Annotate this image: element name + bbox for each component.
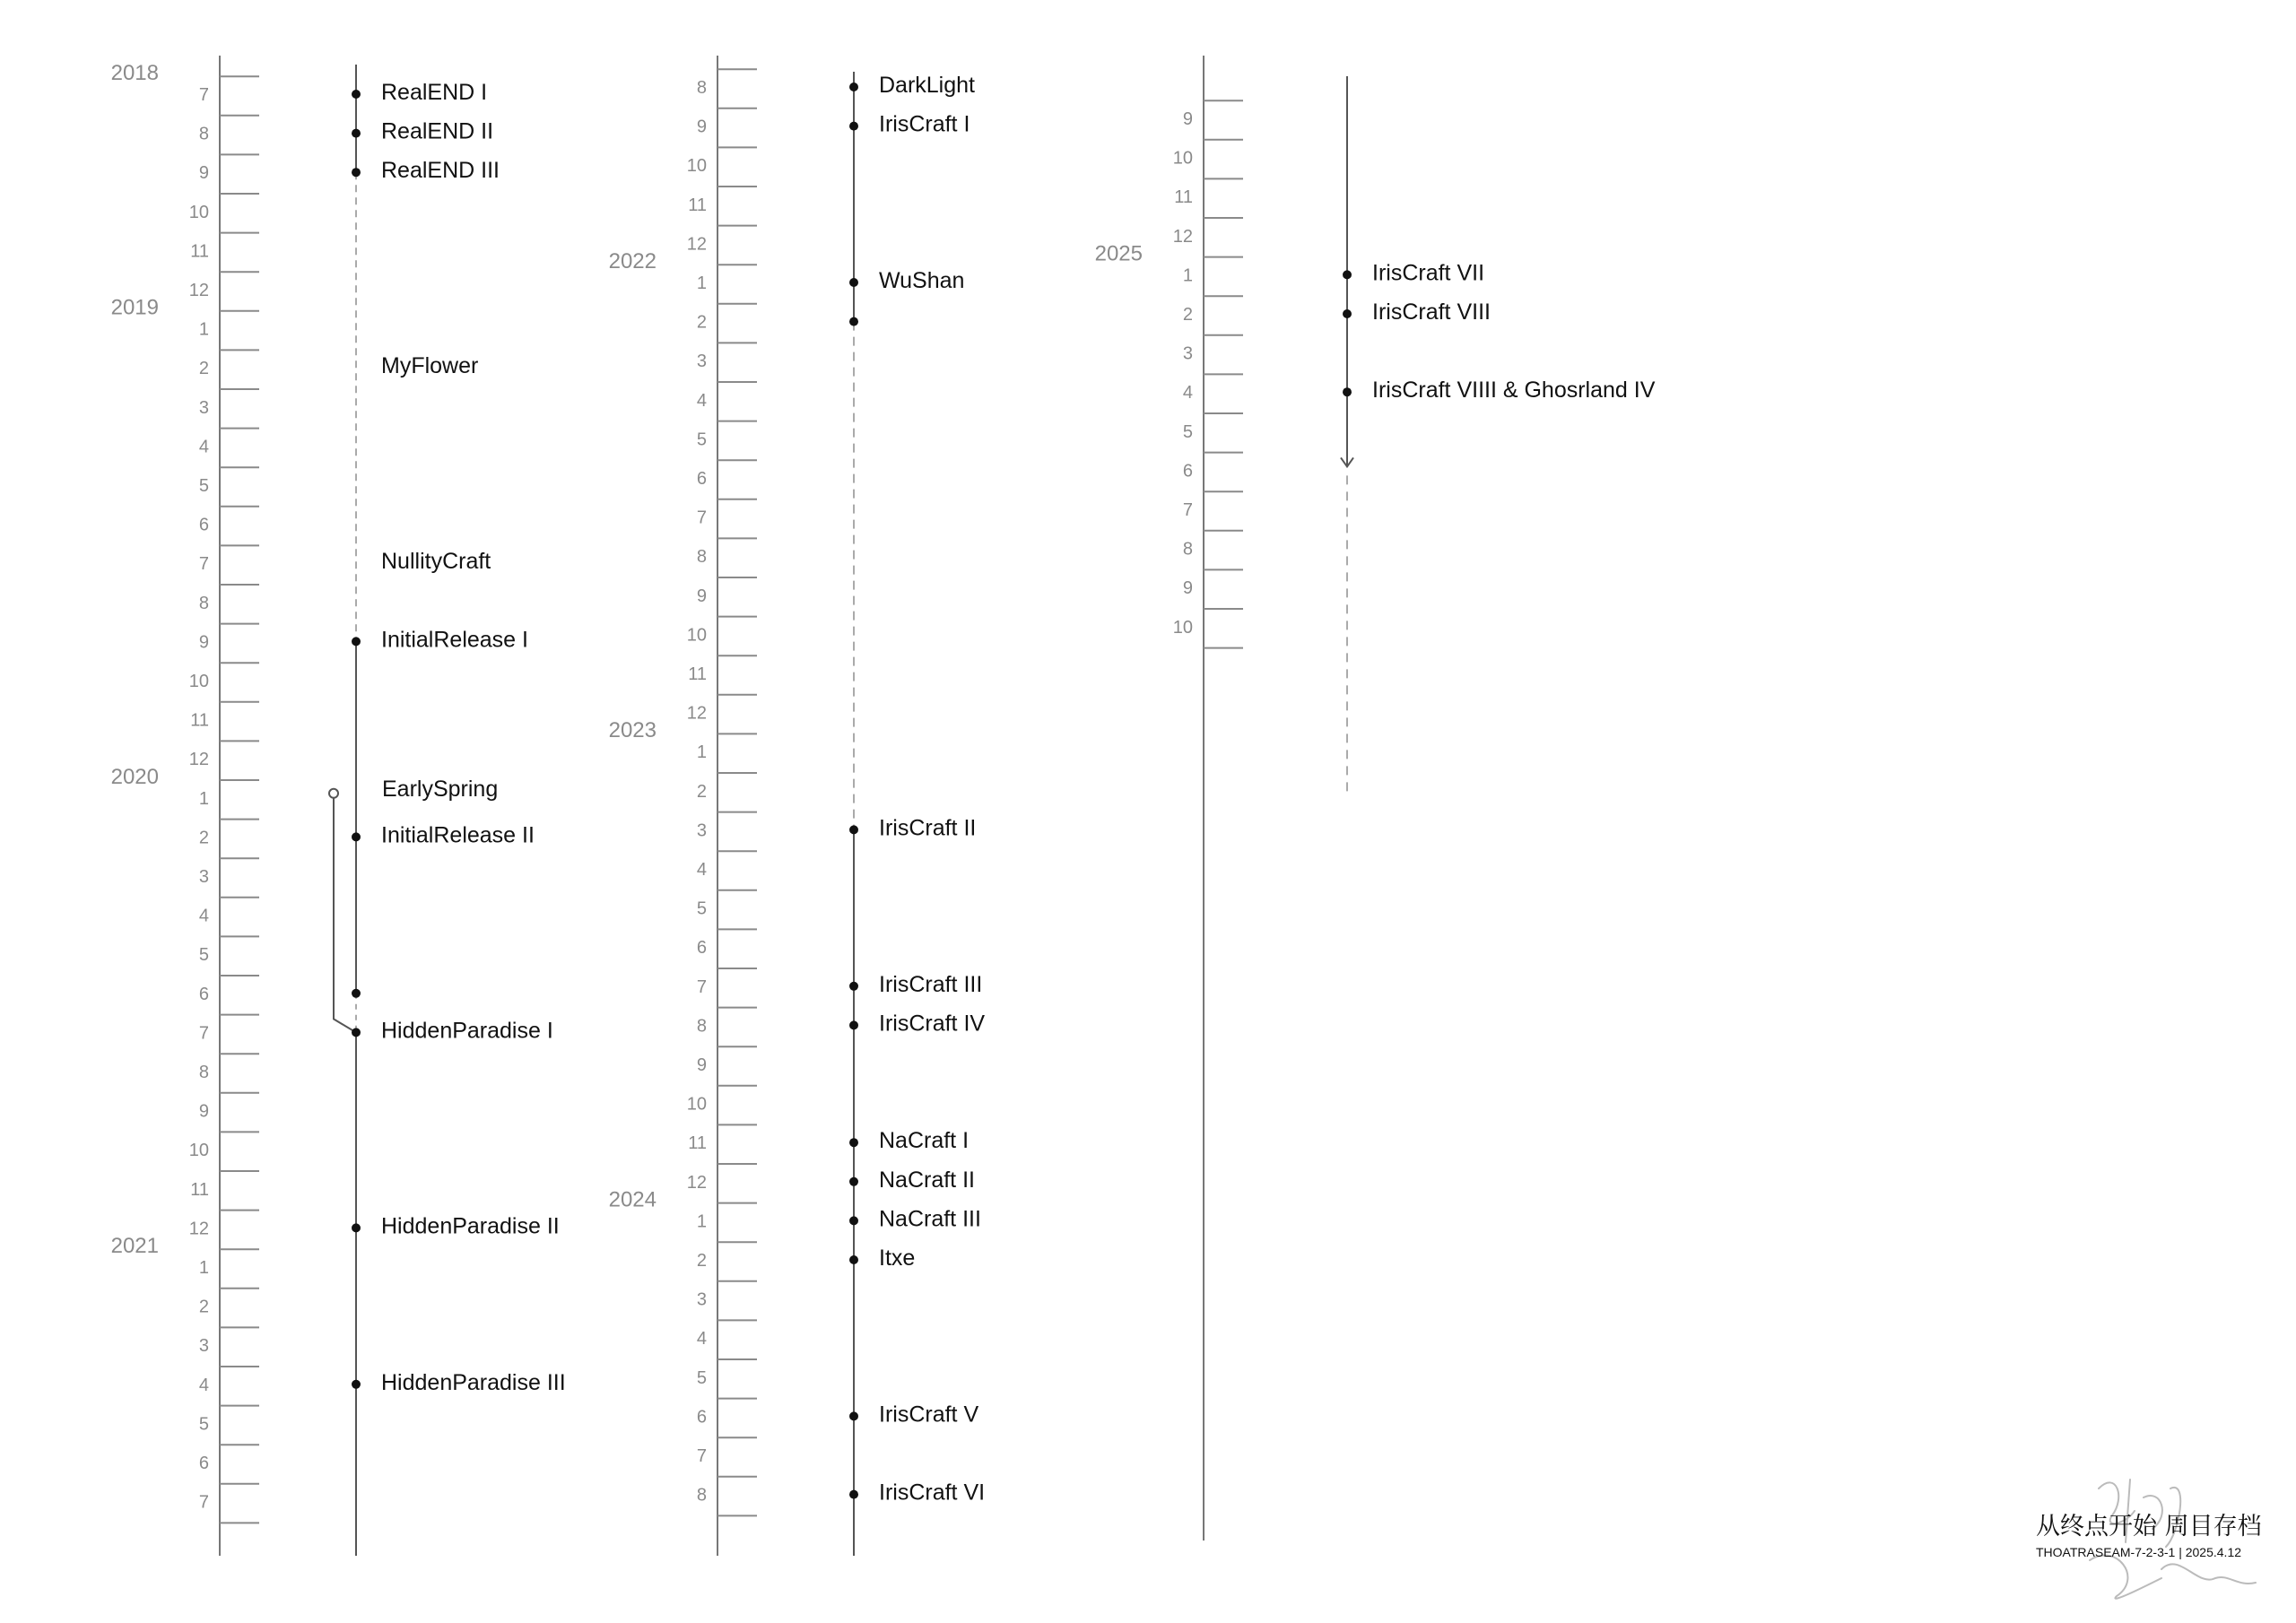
month-label: 6	[696, 938, 707, 959]
event-label: DarkLight	[879, 73, 975, 98]
month-label: 7	[198, 85, 209, 105]
event-label: WuShan	[879, 268, 965, 293]
month-label: 7	[1182, 500, 1193, 520]
month-label: 10	[686, 1094, 707, 1115]
branch-open-dot	[329, 789, 338, 798]
year-label: 2025	[1094, 241, 1143, 266]
month-label: 5	[1182, 421, 1193, 442]
month-label: 11	[688, 1133, 707, 1154]
year-label: 2019	[110, 295, 159, 320]
month-label: 4	[198, 437, 209, 457]
event-label: IrisCraft VIII	[1372, 299, 1491, 325]
month-label: 2	[198, 1297, 209, 1317]
month-label: 9	[696, 1055, 707, 1075]
event-label: IrisCraft V	[879, 1402, 979, 1428]
event-dot	[849, 1216, 858, 1225]
month-label: 7	[198, 1492, 209, 1513]
month-label: 9	[696, 586, 707, 606]
event-dot	[849, 1411, 858, 1420]
year-label: 2024	[608, 1187, 657, 1212]
month-label: 1	[198, 788, 209, 809]
month-label: 10	[188, 1141, 209, 1161]
month-label: 11	[688, 195, 707, 215]
month-label: 1	[696, 742, 707, 763]
month-label: 10	[1172, 617, 1193, 638]
month-label: 1	[696, 1211, 707, 1232]
year-label: 2020	[110, 764, 159, 789]
month-label: 6	[198, 1454, 209, 1473]
year-label: 2018	[110, 61, 159, 85]
event-dot	[352, 168, 361, 177]
event-dot	[1343, 309, 1352, 318]
month-label: 3	[198, 867, 209, 887]
month-label: 7	[198, 554, 209, 575]
event-dot	[849, 1255, 858, 1264]
event-dot	[849, 825, 858, 834]
month-label: 6	[198, 515, 209, 535]
footer	[2036, 1506, 2269, 1559]
footer-title: 从终点开始 周目存档	[2036, 1513, 2262, 1541]
year-label: 2021	[110, 1234, 159, 1258]
event-label: NaCraft II	[879, 1167, 975, 1193]
month-label: 4	[198, 906, 209, 926]
event-dot	[849, 982, 858, 991]
event-label: IrisCraft VIIII & Ghosrland IV	[1372, 378, 1656, 404]
month-label: 4	[696, 390, 707, 411]
event-dot	[352, 832, 361, 841]
event-dot	[352, 129, 361, 138]
month-label: 2	[198, 828, 209, 848]
month-label: 2	[696, 781, 707, 802]
month-label: 7	[696, 508, 707, 528]
month-label: 11	[1174, 187, 1193, 208]
event-dot	[849, 278, 858, 287]
month-label: 9	[198, 1101, 209, 1122]
month-label: 1	[198, 1258, 209, 1278]
event-dot	[849, 1020, 858, 1029]
month-label: 7	[198, 1023, 209, 1044]
event-dot	[849, 1177, 858, 1186]
event-label: IrisCraft VI	[879, 1480, 986, 1506]
year-label: 2022	[608, 249, 657, 273]
month-label: 8	[696, 1016, 707, 1037]
event-label: InitialRelease I	[381, 627, 528, 653]
month-label: 12	[188, 750, 209, 770]
event-label: Itxe	[879, 1245, 916, 1271]
event-dot	[849, 122, 858, 131]
event-dot	[352, 90, 361, 99]
event-label: RealEND II	[381, 118, 494, 144]
month-label: 12	[188, 281, 209, 300]
month-label: 5	[696, 1367, 707, 1388]
month-label: 12	[188, 1219, 209, 1239]
month-label: 5	[198, 476, 209, 496]
month-label: 10	[188, 672, 209, 691]
month-label: 3	[1182, 343, 1193, 364]
event-dot	[1343, 270, 1352, 279]
month-label: 7	[696, 976, 707, 997]
event-dot	[849, 82, 858, 91]
month-label: 3	[696, 352, 707, 372]
event-label: IrisCraft III	[879, 971, 983, 997]
month-label: 4	[1182, 383, 1193, 404]
month-label: 7	[696, 1446, 707, 1466]
month-label: 6	[198, 984, 209, 1004]
month-label: 3	[696, 1289, 707, 1310]
month-label: 4	[198, 1375, 209, 1395]
event-dot	[849, 317, 858, 326]
event-dot	[352, 989, 361, 998]
event-label: HiddenParadise II	[381, 1213, 560, 1239]
month-label: 6	[1182, 461, 1193, 482]
month-label: 10	[188, 202, 209, 222]
month-label: 12	[686, 234, 707, 255]
month-label: 5	[198, 1414, 209, 1435]
month-label: 8	[696, 78, 707, 98]
year-label: 2023	[608, 718, 657, 743]
month-label: 4	[696, 1329, 707, 1350]
month-label: 1	[1182, 265, 1193, 286]
month-label: 4	[696, 860, 707, 880]
month-label: 3	[696, 820, 707, 841]
event-label: MyFlower	[381, 353, 479, 379]
branch-line	[334, 794, 356, 1033]
event-dot	[1343, 387, 1352, 396]
month-label: 9	[198, 163, 209, 184]
month-label: 12	[686, 1172, 707, 1193]
event-label: InitialRelease II	[381, 822, 535, 848]
month-label: 10	[686, 156, 707, 177]
event-label: IrisCraft VII	[1372, 260, 1485, 286]
month-label: 8	[198, 124, 209, 144]
month-label: 9	[198, 632, 209, 653]
event-label: IrisCraft IV	[879, 1011, 986, 1037]
month-label: 3	[198, 397, 209, 418]
month-label: 8	[198, 593, 209, 613]
month-label: 2	[198, 359, 209, 379]
event-dot	[849, 1138, 858, 1147]
month-label: 8	[198, 1063, 209, 1082]
event-label: HiddenParadise III	[381, 1369, 566, 1395]
timeline-column-1	[111, 56, 566, 1556]
month-label: 6	[696, 1407, 707, 1428]
month-label: 8	[696, 547, 707, 568]
month-label: 5	[198, 945, 209, 966]
event-label: NaCraft III	[879, 1206, 981, 1232]
month-label: 12	[686, 703, 707, 724]
month-label: 11	[190, 1179, 209, 1200]
month-label: 8	[696, 1485, 707, 1506]
month-label: 11	[190, 241, 209, 262]
month-label: 12	[1172, 226, 1193, 247]
month-label: 2	[1182, 305, 1193, 325]
month-label: 5	[696, 898, 707, 919]
month-label: 3	[198, 1336, 209, 1357]
timeline-column-2	[609, 56, 986, 1556]
event-dot	[352, 1223, 361, 1232]
month-label: 8	[1182, 539, 1193, 560]
timeline-column-3	[1095, 56, 1656, 1541]
month-label: 10	[686, 625, 707, 646]
event-dot	[352, 1028, 361, 1037]
month-label: 9	[1182, 109, 1193, 129]
footer-subtitle: THOATRASEAM-7-2-3-1 | 2025.4.12	[2036, 1545, 2242, 1559]
event-dot	[352, 637, 361, 646]
event-label: RealEND I	[381, 80, 488, 105]
month-label: 9	[1182, 578, 1193, 599]
month-label: 1	[696, 273, 707, 293]
month-label: 1	[198, 319, 209, 340]
event-dot	[352, 1380, 361, 1389]
event-label: IrisCraft II	[879, 815, 977, 841]
event-label: EarlySpring	[382, 776, 499, 802]
month-label: 11	[688, 664, 707, 684]
month-label: 6	[696, 469, 707, 489]
event-label: NullityCraft	[381, 549, 491, 575]
month-label: 2	[696, 1251, 707, 1271]
event-label: HiddenParadise I	[381, 1018, 553, 1044]
month-label: 11	[190, 710, 209, 731]
event-dot	[849, 1490, 858, 1499]
event-label: NaCraft I	[879, 1128, 970, 1154]
event-label: RealEND III	[381, 158, 500, 184]
event-label: IrisCraft I	[879, 111, 970, 137]
month-label: 5	[696, 430, 707, 450]
month-label: 9	[696, 117, 707, 137]
month-label: 10	[1172, 148, 1193, 169]
month-label: 2	[696, 312, 707, 333]
